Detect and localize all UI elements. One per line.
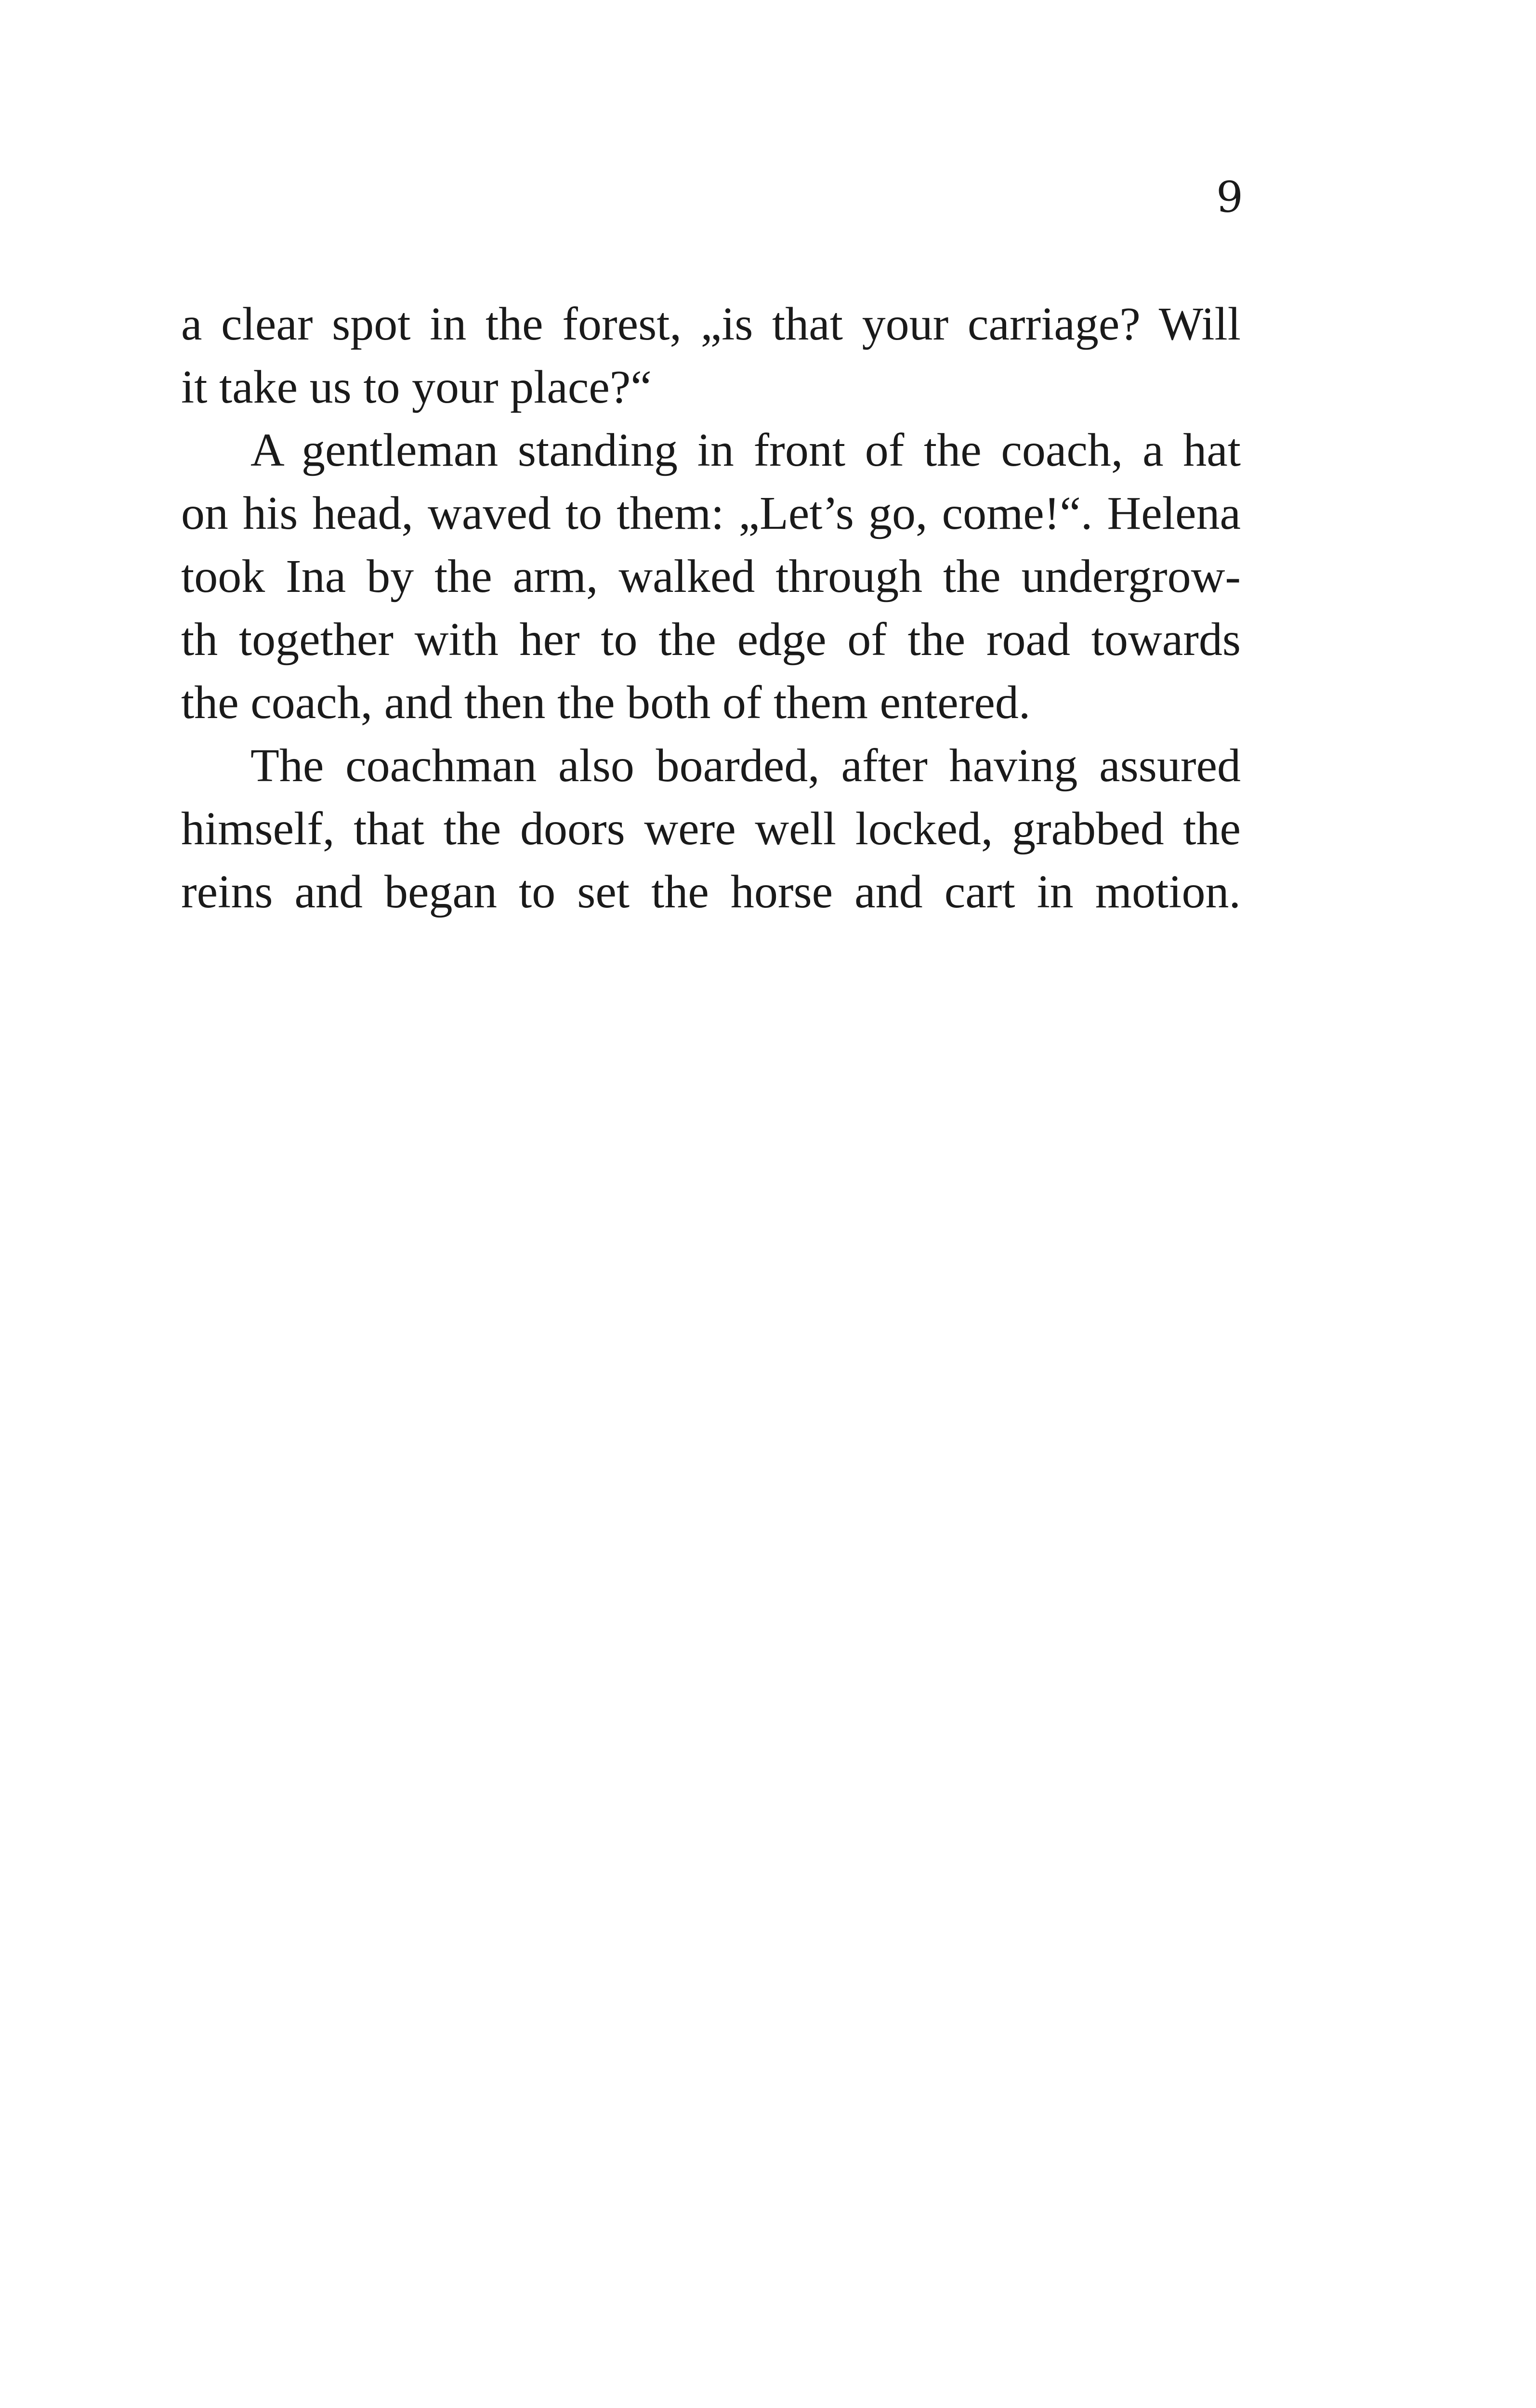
body-text (181, 293, 1241, 924)
text-line: it take us to your place?“ (181, 361, 652, 413)
text-line: on his head, waved to them: „Let’s go, come!“. Helena (181, 487, 1241, 539)
paragraph-1 (181, 293, 1241, 419)
text-line: himself, that the doors were well locked, grabbed the (181, 803, 1241, 855)
page-number: 9 (1216, 172, 1243, 222)
text-line: The coachman also boarded, after having assured (250, 740, 1241, 792)
text-line: reins and began to set the horse and cart in motion. (181, 866, 1241, 918)
text-line: a clear spot in the forest, „is that your carriage? Will (181, 298, 1241, 350)
text-line: took Ina by the arm, walked through the undergrow- (181, 550, 1241, 602)
text-line: the coach, and then the both of them entered. (181, 677, 1031, 729)
text-line: th together with her to the edge of the road towards (181, 614, 1241, 666)
paragraph-3 (181, 734, 1241, 924)
text-line: A gentleman standing in front of the coach, a hat (250, 424, 1241, 476)
paragraph-2 (181, 419, 1241, 734)
